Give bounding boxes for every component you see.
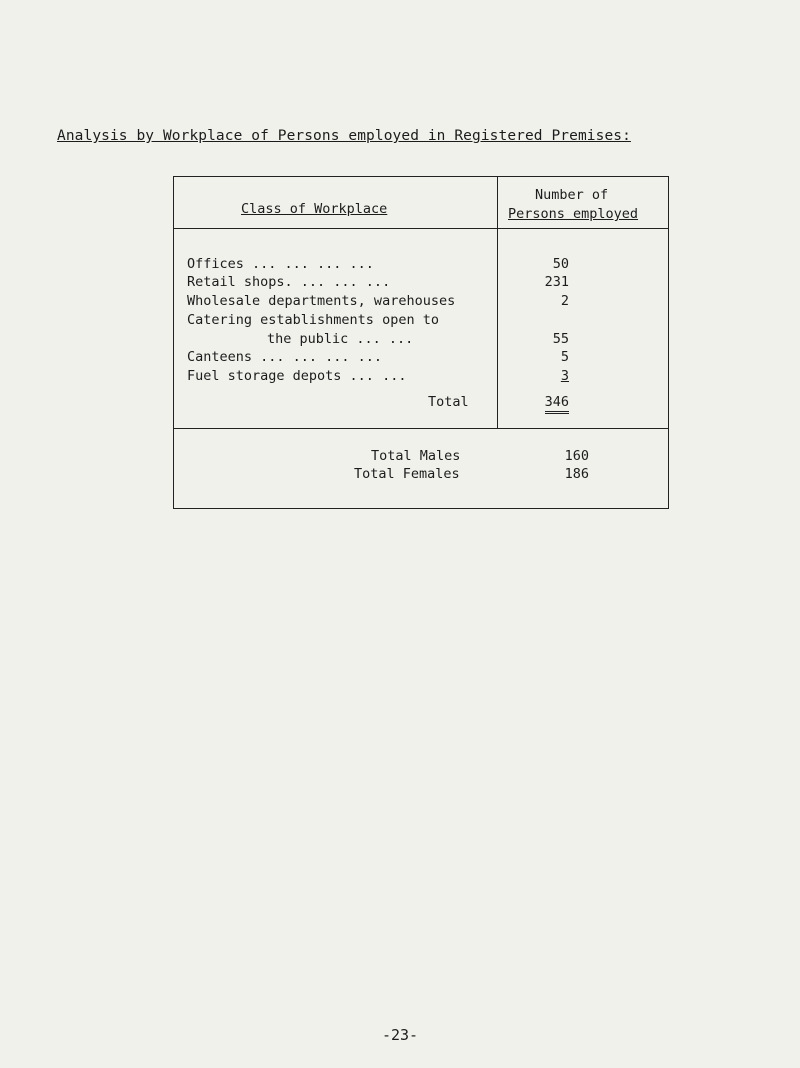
column-divider — [497, 176, 498, 428]
total-males-value: 160 — [564, 448, 589, 464]
row-value-fuel — [529, 368, 569, 384]
row-label-catering-cont: the public ... ... — [267, 331, 414, 347]
row-label-catering: Catering establishments open to — [187, 312, 439, 328]
page-heading: Analysis by Workplace of Persons employed in Registered Premises: — [57, 128, 631, 144]
row-label-offices: Offices ... ... ... ... — [187, 256, 374, 272]
number-header-line1: Number of — [535, 187, 609, 203]
row-label-fuel: Fuel storage depots ... ... — [187, 368, 407, 384]
workplace-table — [173, 176, 669, 509]
class-of-workplace-header: Class of Workplace — [241, 201, 388, 217]
total-value — [529, 394, 569, 410]
row-value-catering: 55 — [552, 331, 569, 347]
row-value-offices: 50 — [552, 256, 569, 272]
total-females-label: Total Females — [354, 466, 460, 482]
total-males-label: Total Males — [371, 448, 461, 464]
summary-divider — [174, 428, 668, 429]
number-header-line2: Persons employed — [508, 206, 639, 222]
row-label-canteens: Canteens ... ... ... ... — [187, 349, 383, 365]
total-value-text: 346 — [545, 394, 569, 414]
row-label-wholesale: Wholesale departments, warehouses — [187, 293, 456, 309]
page-number: -23- — [381, 1026, 419, 1044]
row-value-wholesale: 2 — [560, 293, 569, 309]
row-value-retail: 231 — [544, 274, 569, 290]
fuel-value-text: 3 — [560, 368, 569, 384]
total-females-value: 186 — [564, 466, 589, 482]
row-value-canteens: 5 — [560, 349, 569, 365]
table-top-border — [174, 176, 668, 177]
row-label-retail: Retail shops. ... ... ... — [187, 274, 391, 290]
total-label: Total — [428, 394, 469, 410]
header-divider — [174, 228, 668, 229]
